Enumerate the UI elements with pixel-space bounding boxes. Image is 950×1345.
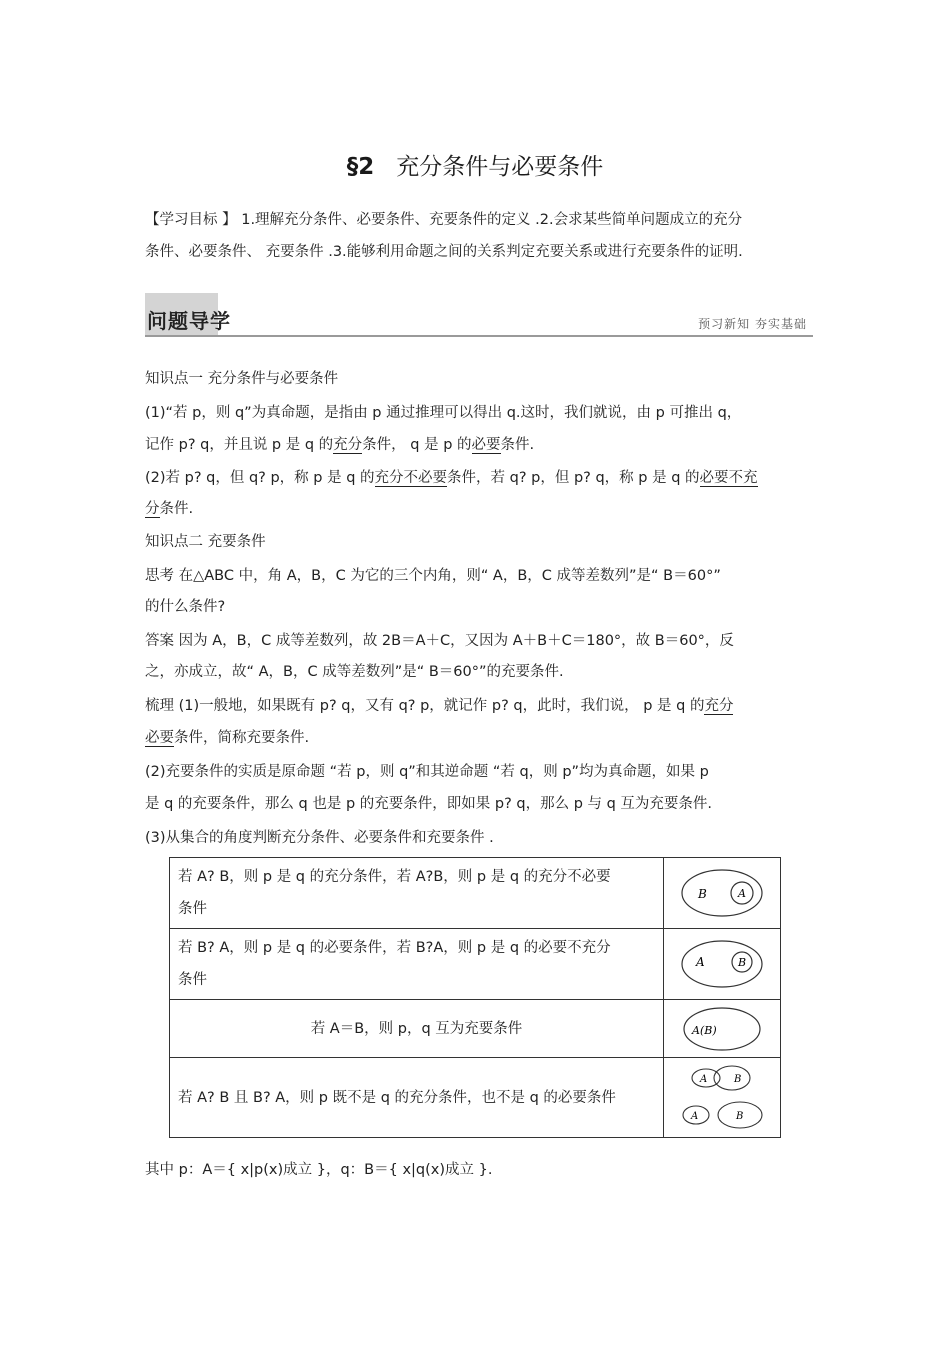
section-banner — [145, 293, 813, 338]
banner-tab-text: 问题导学 — [147, 309, 231, 333]
kp1-heading: 知识点一 充分条件与必要条件 — [145, 371, 339, 387]
venn-superset-diagram — [664, 929, 781, 1000]
row-text: 条件 — [178, 972, 207, 988]
kp1-p1-line2 — [145, 435, 810, 455]
set-relation-table — [169, 857, 781, 1138]
venn-neither-svg — [672, 1062, 772, 1134]
row-text: 条件 — [178, 901, 207, 917]
kp2-heading: 知识点二 充要条件 — [145, 534, 266, 550]
set-label: B — [734, 1073, 742, 1085]
venn-neither-diagram — [664, 1058, 781, 1138]
sort2-line2: 是 q 的充要条件，那么 q 也是 p 的充要条件，即如果 p? q，那么 p 与 q 互为充要条件. — [145, 796, 713, 812]
sort3-line: (3)从集合的角度判断充分条件、必要条件和充要条件 . — [145, 830, 494, 846]
set-label: B — [738, 956, 747, 969]
kp1-p2-line1 — [145, 468, 810, 488]
text-run: 条件. — [500, 437, 535, 453]
objectives-line-1 — [145, 210, 810, 230]
table-row — [170, 929, 781, 1000]
row-text: 若 A＝B，则 p，q 互为充要条件 — [310, 1020, 523, 1037]
set-ellipse-b — [714, 1066, 750, 1090]
kp1-p1-line1: (1)“若 p，则 q”为真命题，是指由 p 通过推理可以得出 q.这时，我们就说，由 p 可推出 q， — [145, 405, 742, 421]
text-run: 条件，简称充要条件. — [174, 730, 310, 746]
kp1-p2-line2 — [145, 499, 810, 519]
table-cell — [170, 1000, 664, 1058]
answer-line1: 答案 因为 A，B，C 成等差数列，故 2B＝A＋C，又因为 A＋B＋C＝180°，故 B＝60°，反 — [145, 633, 734, 649]
table-row — [170, 858, 781, 929]
think-line2: 的什么条件? — [145, 599, 226, 615]
answer-blank: 充分 — [333, 437, 363, 453]
text-run: (2)若 p? q，但 q? p，称 p 是 q 的 — [145, 470, 375, 486]
objectives-line-2: 条件、必要条件、 充要条件 .3.能够利用命题之间的关系判定充要关系或进行充要条件的证明. — [145, 244, 743, 260]
answer-line2: 之，亦成立，故“ A，B，C 成等差数列”是“ B＝60°”的充要条件. — [145, 664, 564, 680]
answer-blank: 充分不必要 — [374, 470, 448, 486]
set-label: A(B) — [692, 1023, 717, 1037]
set-ellipse-outer — [682, 941, 762, 987]
answer-blank: 必要 — [471, 437, 501, 453]
think-line1: 思考 在△ABC 中，角 A，B，C 为它的三个内角，则“ A，B，C 成等差数列”是“ B＝60°” — [145, 568, 721, 584]
answer-blank: 必要 — [145, 730, 174, 746]
page-title — [0, 148, 950, 181]
title-text: 充分条件与必要条件 — [396, 154, 604, 180]
set-label: B — [698, 887, 707, 901]
text-run: 梳理 (1)一般地，如果既有 p? q，又有 q? p，就记作 p? q，此时，我们说， p 是 q 的 — [145, 698, 705, 714]
answer-blank: 分 — [145, 501, 160, 517]
row-text: 若 B? A，则 p 是 q 的必要条件，若 B?A，则 p 是 q 的必要不充分 — [178, 940, 611, 956]
row-text: 若 A? B，则 p 是 q 的充分条件，若 A?B，则 p 是 q 的充分不必要 — [178, 869, 611, 885]
answer-blank: 充分 — [704, 698, 734, 714]
text-run: 条件，若 q? p，但 p? q，称 p 是 q 的 — [447, 470, 700, 486]
table-row — [170, 1058, 781, 1138]
set-label: B — [736, 1110, 744, 1122]
row-text: 若 A? B 且 B? A，则 p 既不是 q 的充分条件，也不是 q 的必要条件 — [178, 1089, 616, 1106]
table-cell — [170, 1058, 664, 1138]
set-label: A — [696, 955, 705, 969]
objectives-label: 【学习目标 】 — [145, 212, 237, 228]
venn-superset-svg — [674, 936, 770, 992]
section-number: §2 — [346, 154, 375, 180]
text-run: 记作 p? q，并且说 p 是 q 的 — [145, 437, 334, 453]
set-label: A — [700, 1073, 708, 1085]
table-cell — [170, 858, 664, 929]
answer-blank: 必要不充 — [699, 470, 758, 486]
venn-equal-diagram — [664, 1000, 781, 1058]
venn-subset-diagram — [664, 858, 781, 929]
objectives-text-1: 1.理解充分条件、必要条件、充要条件的定义 .2.会求某些简单问题成立的充分 — [241, 212, 743, 228]
sort2-line1: (2)充要条件的实质是原命题 “若 p，则 q”和其逆命题 “若 q，则 p”均为真命题，如果 p — [145, 764, 709, 780]
text-run: 条件. — [159, 501, 194, 517]
banner-rule — [145, 335, 813, 337]
set-label: A — [691, 1110, 699, 1122]
footer-note: 其中 p：A＝{ x|p(x)成立 }，q：B＝{ x|q(x)成立 }. — [145, 1162, 493, 1178]
table-row — [170, 1000, 781, 1058]
sort1-line1 — [145, 696, 810, 716]
sort1-line2 — [145, 728, 810, 748]
set-ellipse-outer — [682, 870, 762, 916]
banner-subtitle: 预习新知 夯实基础 — [698, 317, 807, 331]
text-run: 条件， q 是 p 的 — [362, 437, 472, 453]
venn-subset-svg — [674, 865, 770, 921]
set-label: A — [738, 887, 746, 900]
table-cell — [170, 929, 664, 1000]
venn-equal-svg — [674, 1003, 770, 1055]
